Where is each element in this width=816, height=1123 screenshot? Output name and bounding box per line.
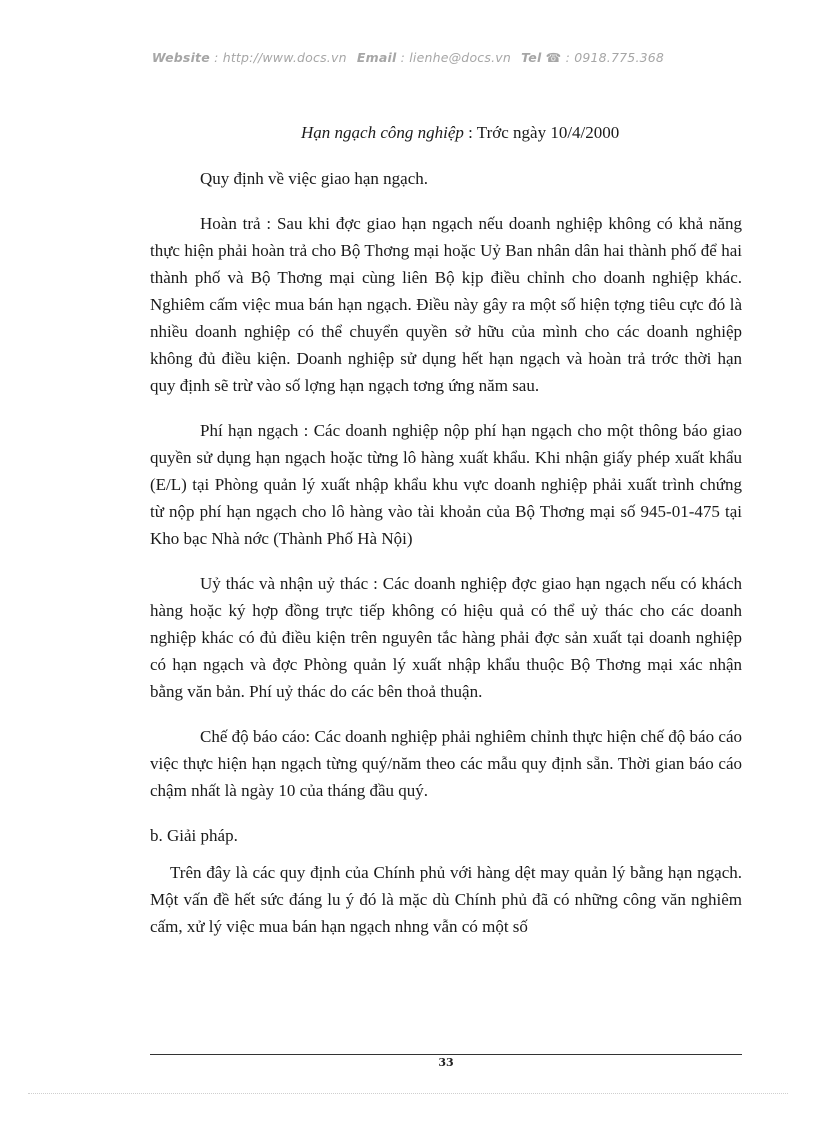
email-value[interactable]: : lienhe@docs.vn [400, 50, 511, 65]
page-header [0, 50, 816, 65]
intro-line: Quy định về việc giao hạn ngạch. [200, 169, 429, 188]
footer-divider [150, 1054, 742, 1055]
tel-label: Tel [521, 50, 542, 65]
website-label: Website [151, 50, 210, 65]
page-number: 33 [438, 1056, 454, 1069]
paragraph-solution: Trên đây là các quy định của Chính phủ với hàng dệt may quản lý bằng hạn ngạch. Một vấn đề hết sức đáng lu ý đó là mặc dù Chính phủ đã có những công văn nghiêm cấm, xử lý việc mua bán hạn ngạch nhng vẫn có một số [150, 863, 742, 936]
paragraph-entrustment: Uỷ thác và nhận uỷ thác : Các doanh nghiệp đợc giao hạn ngạch nếu có khách hàng hoặc ký hợp đồng trực tiếp không có hiệu quả có thể uỷ thác cho các doanh nghiệp khác có đủ điều kiện trên nguyên tắc hàng phải đợc sản xuất tại doanh nghiệp có hạn ngạch và đợc Phòng quản lý xuất nhập khẩu thuộc Bộ Thơng mại xác nhận bằng văn bản. Phí uỷ thác do các bên thoả thuận. [150, 574, 742, 701]
document-body [150, 118, 742, 958]
page-bottom-border [28, 1093, 788, 1094]
quota-title [150, 118, 742, 147]
section-heading: b. Giải pháp. [150, 826, 238, 845]
paragraph-return: Hoàn trả : Sau khi đợc giao hạn ngạch nếu doanh nghiệp không có khả năng thực hiện phải hoàn trả cho Bộ Thơng mại hoặc Uỷ Ban nhân dân hai thành phố để hai thành phố và Bộ Thơng mại cùng liên Bộ kịp điều chỉnh cho doanh nghiệp khác. Nghiêm cấm việc mua bán hạn ngạch. Điều này gây ra một số hiện tợng tiêu cực đó là nhiều doanh nghiệp có thể chuyển quyền sở hữu của mình cho các doanh nghiệp không đủ điều kiện. Doanh nghiệp sử dụng hết hạn ngạch và hoàn trả trớc thời hạn quy định sẽ trừ vào số lợng hạn ngạch tơng ứng năm sau. [150, 214, 742, 395]
email-label: Email [356, 50, 397, 65]
telephone-icon: ☎ [545, 50, 562, 65]
paragraph-reporting: Chế độ báo cáo: Các doanh nghiệp phải nghiêm chỉnh thực hiện chế độ báo cáo việc thực hiện hạn ngạch từng quý/năm theo các mẫu quy định sẵn. Thời gian báo cáo chậm nhất là ngày 10 của tháng đầu quý. [150, 727, 742, 800]
tel-value: : 0918.775.368 [565, 50, 665, 65]
paragraph-quota-fee: Phí hạn ngạch : Các doanh nghiệp nộp phí hạn ngạch cho một thông báo giao quyền sử dụng hạn ngạch hoặc từng lô hàng xuất khẩu. Khi nhận giấy phép xuất khẩu (E/L) tại Phòng quản lý xuất nhập khẩu khu vực doanh nghiệp phải xuất trình chứng từ nộp phí hạn ngạch cho lô hàng vào tài khoản của Bộ Thơng mại số 945-01-475 tại Kho bạc Nhà nớc (Thành Phố Hà Nội) [150, 421, 742, 548]
quota-title-rest: : Trớc ngày 10/4/2000 [468, 123, 620, 142]
quota-title-italic: Hạn ngạch công nghiệp [301, 123, 464, 142]
website-value[interactable]: : http://www.docs.vn [214, 50, 347, 65]
